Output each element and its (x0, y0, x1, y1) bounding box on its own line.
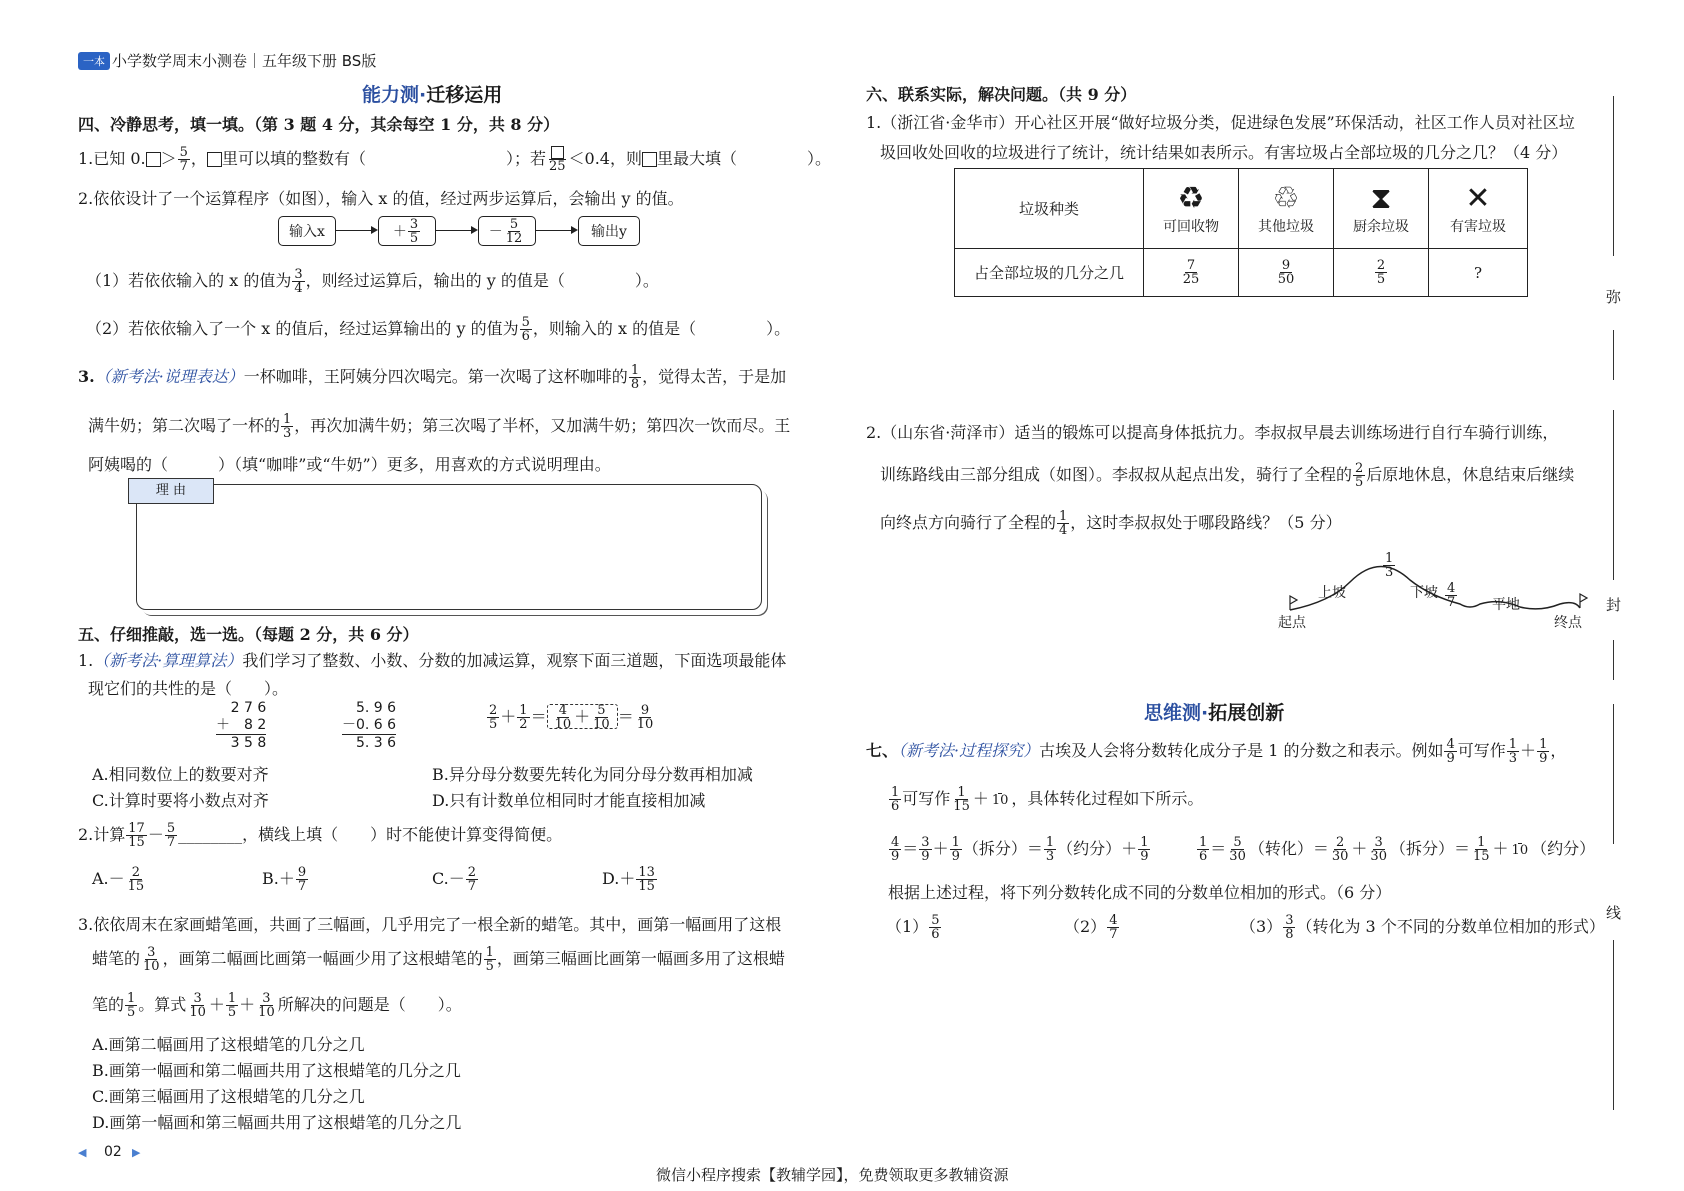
calc-decimal: 5. 9 6 －0. 6 6 5. 3 6 (342, 700, 397, 751)
binding-char: 封 (1606, 596, 1622, 614)
q7-line2: $\frac{1}{6}$ 可写作 $\frac{1}{15}$ ＋ 10 ，具体转化过程如下所示。 (891, 785, 1204, 814)
binding-char: 线 (1606, 904, 1622, 922)
q5-3-option-b[interactable]: B.画第一幅画和第二幅画共用了这根蜡笔的几分之几 (92, 1061, 461, 1080)
q5-3-line3: 笔的 $\frac{1}{5}$ 。算式 $\frac{3}{10}$ ＋ $\frac{1}{5}$ ＋ $\frac{3}{10}$ 所解决的问题是（ ）。 (92, 991, 462, 1020)
other-waste-cell: ♲ 其他垃圾 (1239, 169, 1334, 249)
flow-op1-box: ＋ $\frac{3}{5}$ (378, 216, 436, 246)
binding-line (1613, 330, 1614, 380)
q4-2: 2.依依设计了一个运算程序（如图），输入 x 的值，经过两步运算后，会输出 y 的值。 (78, 189, 684, 208)
binding-line (1613, 940, 1614, 1110)
flow-op2-box: － $\frac{5}{12}$ (478, 216, 536, 246)
calc-fraction: $\frac{2}{5}$ ＋ $\frac{1}{2}$ ＝ $\frac{4}{10}$ ＋ $\frac{5}{10}$ ＝ $\frac{9}{10}$ (489, 703, 654, 732)
recycle-icon: ♲ (1272, 180, 1300, 216)
q6-2-line3: 向终点方向骑行了全程的 $\frac{1}{4}$ ，这时李叔叔处于哪段路线？（5 分） (880, 509, 1342, 538)
q5-heading: 五、仔细推敲，选一选。（每题 2 分，共 6 分） (78, 625, 419, 644)
q6-heading: 六、联系实际，解决问题。（共 9 分） (866, 85, 1137, 104)
end-flag-icon (1580, 594, 1587, 608)
binding-char: 弥 (1606, 288, 1622, 306)
kitchen-waste-cell: ⧗ 厨余垃圾 (1334, 169, 1429, 249)
q5-2-option-c[interactable]: C.－ $\frac{2}{7}$ (432, 865, 477, 894)
q4-3-line3: 阿姨喝的（ ）（填“咖啡”或“牛奶”）更多，用喜欢的方式说明理由。 (88, 455, 611, 474)
q5-1-line2: 现它们的共性的是（ ）。 (88, 679, 289, 698)
footer-note: 微信小程序搜索【教辅学园】，免费领取更多教辅资源 (656, 1166, 1009, 1184)
binding-line (1613, 640, 1614, 680)
q7-sub1: （1） $\frac{5}{6}$ (886, 913, 940, 942)
reason-label: 理 由 (128, 478, 214, 504)
trash-table: 垃圾种类 ♻ 可回收物 ♲ 其他垃圾 ⧗ 厨余垃圾 ✕ 有害垃圾 占全部垃圾的几分之几 $\frac{7}{25}$ $\frac{9}{50}$ $\frac{2}{5}$ ? (954, 168, 1528, 297)
q5-1-option-d[interactable]: D.只有计数单位相同时才能直接相加减 (432, 791, 706, 810)
flow-arrow (536, 230, 576, 231)
blank-square[interactable] (146, 152, 161, 167)
route-flat-label: 平地 (1492, 597, 1520, 613)
q4-heading: 四、冷静思考，填一填。（第 3 题 4 分，其余每空 1 分，共 8 分） (78, 115, 560, 134)
route-start-label: 起点 (1278, 615, 1306, 631)
q5-1-option-b[interactable]: B.异分母分数要先转化为同分母分数再相加减 (432, 765, 753, 784)
q6-2-line2: 训练路线由三部分组成（如图）。李叔叔从起点出发，骑行了全程的 $\frac{2}{5}$ 后原地休息，休息结束后继续 (880, 461, 1575, 490)
page-number: 02 (104, 1144, 122, 1160)
q5-1: 1.（新考法·算理算法）我们学习了整数、小数、分数的加减运算，观察下面三道题，下面选项最能体 (78, 651, 787, 670)
recyclable-cell: ♻ 可回收物 (1144, 169, 1239, 249)
flow-arrow (336, 230, 376, 231)
q7-sub3: （3） $\frac{3}{8}$ （转化为 3 个不同的分数单位相加的形式） (1240, 913, 1605, 942)
q4-2-2: （2）若依依输入了一个 x 的值后，经过运算输出的 y 的值为 $\frac{5}{6}$ ，则输入的 x 的值是（ ）。 (86, 315, 791, 344)
q5-1-option-a[interactable]: A.相同数位上的数要对齐 (92, 765, 269, 784)
table-header-cell: 垃圾种类 (955, 169, 1144, 249)
blank-square[interactable] (642, 152, 657, 167)
start-flag-icon (1290, 596, 1297, 610)
q7-example2: $\frac{1}{6}$ ＝ $\frac{5}{30}$ （转化）＝ $\frac{2}{30}$ ＋ $\frac{3}{30}$ （拆分）＝ $\frac{1}{15}$ ＋ 10 （约分） (1199, 835, 1596, 864)
left-section-title: 能力测·迁移运用 (362, 84, 503, 106)
route-downhill-label: 下坡 (1410, 585, 1438, 601)
logo-badge: 一本 (78, 52, 110, 70)
q5-3-option-c[interactable]: C.画第三幅画用了这根蜡笔的几分之几 (92, 1087, 365, 1106)
q5-3: 3.依依周末在家画蜡笔画，共画了三幅画，几乎用完了一根全新的蜡笔。其中，画第一幅画用了这根 (78, 915, 782, 934)
flow-output-box: 输出y (578, 216, 640, 246)
binding-line (1613, 410, 1614, 580)
q5-2: 2.计算 $\frac{17}{15}$ － $\frac{5}{7}$ ________，横线上填（ ）时不能使计算变得简便。 (78, 821, 563, 850)
calc-integer: 2 7 6 ＋ 8 2 3 5 8 (216, 700, 267, 751)
hourglass-icon: ⧗ (1370, 180, 1392, 216)
q6-1: 1.（浙江省·金华市）开心社区开展“做好垃圾分类，促进绿色发展”环保活动，社区工作人员对社区垃 (866, 113, 1575, 132)
q5-1-option-c[interactable]: C.计算时要将小数点对齐 (92, 791, 269, 810)
q6-1-line2: 圾回收处回收的垃圾进行了统计，统计结果如表所示。有害垃圾占全部垃圾的几分之几？（4 分） (880, 143, 1568, 162)
flow-input-box: 输入x (278, 216, 336, 246)
q5-2-option-b[interactable]: B.＋ $\frac{9}{7}$ (262, 865, 307, 894)
q5-3-option-d[interactable]: D.画第一幅画和第三幅画共用了这根蜡笔的几分之几 (92, 1113, 462, 1132)
flow-arrow (436, 230, 476, 231)
hazardous-waste-cell: ✕ 有害垃圾 (1429, 169, 1528, 249)
page-prev-icon[interactable]: ◀ (78, 1146, 87, 1159)
route-uphill-fraction: $\frac{1}{3}$ (1385, 551, 1394, 580)
blank-square[interactable] (207, 152, 222, 167)
q4-3-line2: 满牛奶；第二次喝了一杯的 $\frac{1}{3}$ ，再次加满牛奶；第三次喝了半杯，又加满牛奶；第四次一饮而尽。王 (88, 412, 791, 441)
q4-1: 1.已知 0. ＞ $\frac{5}{7}$ ， 里可以填的整数有（ ）；若 25 ＜0.4，则 里最大填（ ）。 (78, 145, 831, 174)
q5-3-line2: 蜡笔的 $\frac{3}{10}$ ，画第二幅画比画第一幅画少用了这根蜡笔的 $\frac{1}{5}$ ，画第三幅画比画第一幅画多用了这根蜡 (92, 945, 785, 974)
q4-3: 3.（新考法·说理表达）一杯咖啡，王阿姨分四次喝完。第一次喝了这杯咖啡的 $\frac{1}{8}$ ，觉得太苦，于是加 (78, 363, 787, 392)
q7-example1: $\frac{4}{9}$ ＝ $\frac{3}{9}$ ＋ $\frac{1}{9}$ （拆分）＝ $\frac{1}{3}$ （约分）＋ $\frac{1}{9}$ (891, 835, 1149, 864)
right-section-title: 思维测·拓展创新 (1144, 702, 1285, 724)
q7-task: 根据上述过程，将下列分数转化成不同的分数单位相加的形式。（6 分） (888, 883, 1392, 902)
binding-line (1613, 96, 1614, 256)
header-title: 小学数学周末小测卷｜五年级下册 BS版 (112, 52, 377, 70)
q5-2-option-a[interactable]: A.－ $\frac{2}{15}$ (92, 865, 145, 894)
page-next-icon[interactable]: ▶ (132, 1146, 141, 1159)
cross-icon: ✕ (1465, 180, 1491, 216)
q5-2-option-d[interactable]: D.＋ $\frac{13}{15}$ (602, 865, 655, 894)
recycle-icon: ♻ (1177, 180, 1205, 216)
route-uphill-label: 上坡 (1318, 585, 1346, 601)
binding-line (1613, 704, 1614, 844)
q7-sub2: （2） $\frac{4}{7}$ (1064, 913, 1118, 942)
q5-3-option-a[interactable]: A.画第二幅画用了这根蜡笔的几分之几 (92, 1035, 365, 1054)
q7: 七、（新考法·过程探究）古埃及人会将分数转化成分子是 1 的分数之和表示。例如 $\frac{4}{9}$ 可写作 $\frac{1}{3}$ ＋ $\frac{1}{9}$ ， (866, 737, 1567, 766)
route-downhill-fraction: $\frac{4}{7}$ (1447, 581, 1456, 610)
q4-2-1: （1）若依依输入的 x 的值为 $\frac{3}{4}$ ，则经过运算后，输出的 y 的值是（ ）。 (86, 267, 659, 296)
route-end-label: 终点 (1554, 615, 1582, 631)
reason-box[interactable] (136, 484, 762, 610)
q6-2: 2.（山东省·菏泽市）适当的锻炼可以提高身体抵抗力。李叔叔早晨去训练场进行自行车骑行训练， (866, 423, 1559, 442)
